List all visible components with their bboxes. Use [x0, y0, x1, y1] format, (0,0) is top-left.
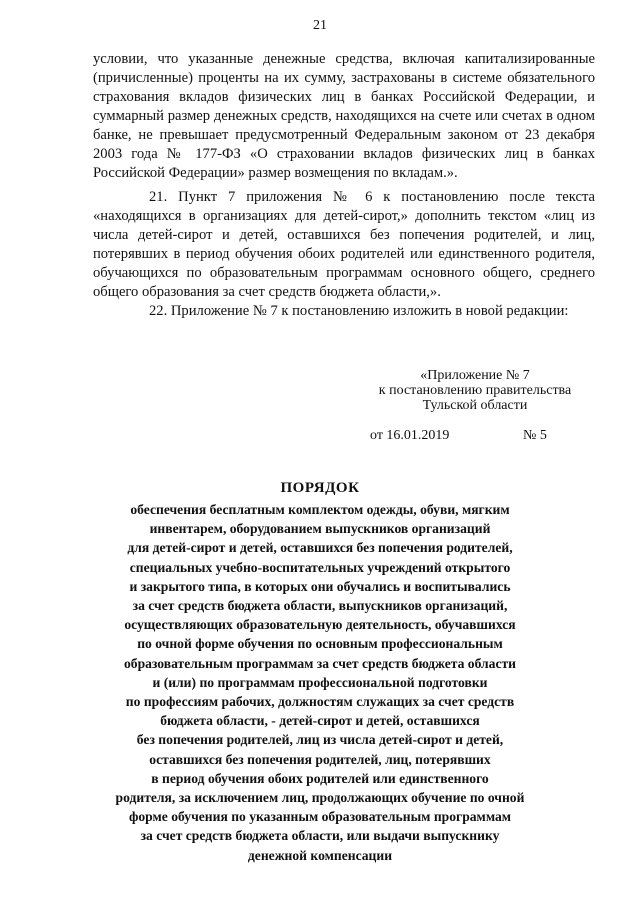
procedure-subtitle: [0, 500, 640, 865]
body-text: [93, 50, 595, 321]
attachment-line-2: к постановлению правительства: [378, 383, 572, 398]
paragraph-continuation: условии, что указанные денежные средства, включая капитализированные (причисленные) проценты на их сумму, застрахованы в системе обязательного страхования вкладов физических лиц в банках Российской Федерации, и суммарный размер денежных средств, находящихся на счете или счетах в одном банке, не превышает предусмотренный Федеральным законом от 23 декабря 2003 года № 177-ФЗ «О страховании вкладов физических лиц в банках Российской Федерации» размер возмещения по вкладам.».: [93, 51, 595, 181]
subtitle-line: инвентарем, оборудованием выпускников организаций: [149, 521, 491, 537]
subtitle-line: специальных учебно-воспитательных учреждений открытого: [129, 559, 511, 575]
paragraph-item-22: 22. Приложение № 7 к постановлению изложить в новой редакции:: [149, 303, 569, 319]
subtitle-line: оставшихся без попечения родителей, лиц, потерявших: [149, 751, 491, 767]
paragraph-item-21: 21. Пункт 7 приложения № 6 к постановлению после текста «находящихся в организациях для детей-сирот,» дополнить текстом «лиц из числа детей-сирот и детей, оставшихся без попечения родителей, и лиц, потерявших в период обучения обоих родителей или единственного родителя, обучающихся по образовательным программам основного общего, среднего общего образования за счет средств бюджета области,».: [93, 189, 595, 300]
subtitle-line: денежной компенсации: [247, 847, 393, 863]
subtitle-line: для детей-сирот и детей, оставшихся без попечения родителей,: [127, 540, 513, 556]
subtitle-line: бюджета области, - детей-сирот и детей, оставшихся: [160, 713, 480, 729]
subtitle-line: и (или) по программам профессиональной подготовки: [152, 674, 488, 690]
subtitle-line: обеспечения бесплатным комплектом одежды, обуви, мягким: [130, 502, 510, 517]
subtitle-line: без попечения родителей, лиц из числа детей-сирот и детей,: [136, 732, 504, 748]
page-number: 21: [313, 18, 327, 33]
attachment-line-1: «Приложение № 7: [420, 368, 530, 383]
subtitle-line: образовательным программам за счет средств бюджета области: [123, 655, 517, 671]
attachment-number: № 5: [523, 428, 547, 443]
subtitle-line: по очной форме обучения по основным профессиональным: [137, 636, 503, 652]
subtitle-line: за счет средств бюджета области, или выдачи выпускнику: [140, 828, 500, 844]
subtitle-line: осуществляющих образовательную деятельность, обучавшихся: [124, 617, 516, 633]
subtitle-line: форме обучения по указанным образовательным программам: [128, 809, 512, 825]
attachment-header: [360, 368, 590, 413]
subtitle-line: и закрытого типа, в которых они обучались и воспитывались: [129, 578, 511, 594]
attachment-date: от 16.01.2019: [370, 428, 450, 443]
subtitle-line: по профессиям рабочих, должностям служащих за счет средств: [125, 694, 515, 710]
subtitle-line: в период обучения обоих родителей или единственного: [151, 770, 489, 786]
procedure-heading: ПОРЯДОК: [280, 480, 360, 496]
subtitle-line: родителя, за исключением лиц, продолжающих обучение по очной: [115, 790, 525, 806]
attachment-line-3: Тульской области: [422, 398, 528, 413]
subtitle-line: за счет средств бюджета области, выпускников организаций,: [132, 598, 508, 614]
